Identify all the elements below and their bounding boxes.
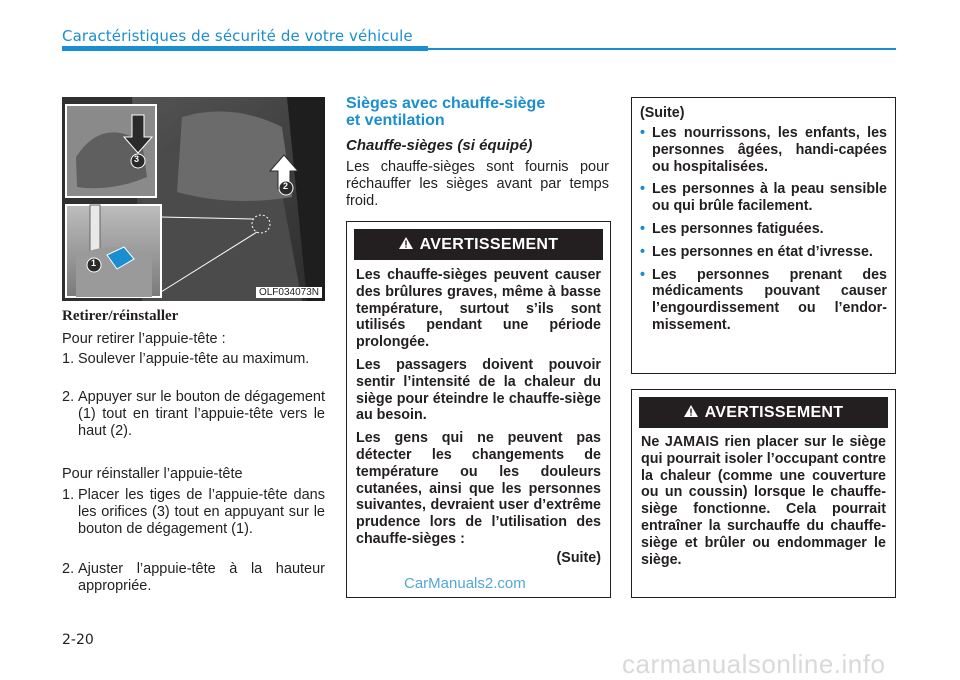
heated-seats-intro: Les chauffe-sièges sont fournis pour réchauffer les sièges avant par temps froid. — [346, 159, 609, 209]
warning-paragraph: Les gens qui ne peuvent pas détecter les changements de température ou les douleurs cutanées, ainsi que les personnes suivantes, devraient user d’extrême prudence lors de l’utilisation des chauffe-sièges : — [356, 430, 601, 547]
page-number: 2-20 — [62, 632, 94, 648]
step-number: 1. — [62, 351, 75, 367]
bullet-icon: • — [640, 181, 646, 198]
heated-seats-title-line1: Sièges avec chauffe-siège — [346, 95, 546, 112]
bullet-icon: • — [640, 243, 646, 260]
figure-label-2: 2 — [283, 181, 289, 191]
list-item — [62, 487, 325, 538]
figure-caption: OLF034073N — [256, 287, 322, 298]
warning-paragraph: Les chauffe-sièges peuvent causer des brûlures graves, même à basse température, surtout s’ils sont utilisés pendant une période prolongée. — [356, 267, 601, 351]
step-number: 1. — [62, 487, 75, 503]
list-item — [640, 125, 887, 175]
step-text: Ajuster l’appuie-tête à la hauteur appropriée. — [78, 561, 325, 594]
step-text: Placer les tiges de l’appuie-tête dans les orifices (3) tout en appuyant sur le bouton de dégagement (1). — [78, 487, 325, 537]
figure-label-1: 1 — [91, 258, 97, 268]
bullet-icon: • — [640, 266, 646, 283]
warning-paragraph: Ne JAMAIS rien placer sur le siège qui pourrait isoler l’occupant contre la chaleur (comme une couverture ou un coussin) lorsque le chauffe-siège fonctionne. Cela pourrait entraîner la surchauffe du chauffe-siège et brûler ou endommager le siège. — [641, 434, 886, 568]
list-item — [640, 267, 887, 334]
warning-header — [354, 229, 603, 260]
list-item-text: Les personnes en état d’ivresse. — [652, 243, 873, 260]
site-watermark: carmanualsonline.info — [622, 649, 886, 679]
list-item-text: Les personnes à la peau sensible ou qui brûle facilement. — [652, 181, 887, 215]
step-text: Appuyer sur le bouton de dégagement (1) tout en tirant l’appuie-tête vers le haut (2). — [78, 389, 325, 439]
list-item — [62, 561, 325, 595]
heated-seats-title-line2: et ventilation — [346, 112, 445, 129]
list-item — [640, 181, 887, 215]
warning-header — [639, 397, 888, 428]
warning-paragraph: Les passagers doivent pouvoir sentir l’intensité de la chaleur du siège pour éteindre le chauffe-siège au besoin. — [356, 356, 601, 424]
header-rule — [62, 48, 896, 50]
list-item — [62, 389, 325, 440]
warning-body — [356, 267, 601, 573]
carmanuals-watermark: CarManuals2.com — [404, 575, 526, 592]
step-number: 2. — [62, 561, 75, 577]
at-risk-list — [640, 125, 887, 340]
heated-seats-title — [346, 95, 545, 129]
warning-heading: AVERTISSEMENT — [419, 235, 559, 253]
headrest-illustration — [62, 97, 325, 301]
list-item-text: Les personnes fatiguées. — [652, 220, 824, 237]
warning-triangle-icon — [399, 236, 413, 254]
warning-box-insulation — [631, 389, 896, 598]
list-item — [640, 244, 887, 261]
remove-install-title: Retirer/réinstaller — [62, 308, 179, 324]
figure-label-3: 3 — [134, 154, 140, 164]
list-item — [640, 221, 887, 238]
warning-continued-box — [631, 97, 896, 374]
bullet-icon: • — [640, 125, 646, 141]
warning-triangle-icon — [684, 404, 698, 422]
install-intro: Pour réinstaller l’appuie-tête — [62, 466, 243, 482]
list-item-text: Les personnes prenant des médicaments pouvant causer l’engourdissement ou l’endor-missement. — [652, 266, 887, 333]
warning-body — [641, 434, 886, 574]
list-item — [62, 351, 325, 368]
warning-box-heated-seats — [346, 221, 611, 598]
list-item-text: Les nourrissons, les enfants, les personnes âgées, handi-capées ou hospitalisées. — [652, 125, 887, 175]
warning-heading: AVERTISSEMENT — [704, 403, 844, 421]
step-number: 2. — [62, 389, 75, 405]
heated-seats-subtitle: Chauffe-sièges (si équipé) — [346, 137, 533, 154]
bullet-icon: • — [640, 220, 646, 237]
warning-continued: (Suite) — [556, 549, 601, 566]
continued-heading: (Suite) — [640, 105, 685, 121]
section-header-title: Caractéristiques de sécurité de votre véhicule — [62, 27, 413, 45]
remove-intro: Pour retirer l’appuie-tête : — [62, 331, 226, 347]
step-text: Soulever l’appuie-tête au maximum. — [78, 351, 310, 367]
headrest-photo — [62, 97, 325, 301]
